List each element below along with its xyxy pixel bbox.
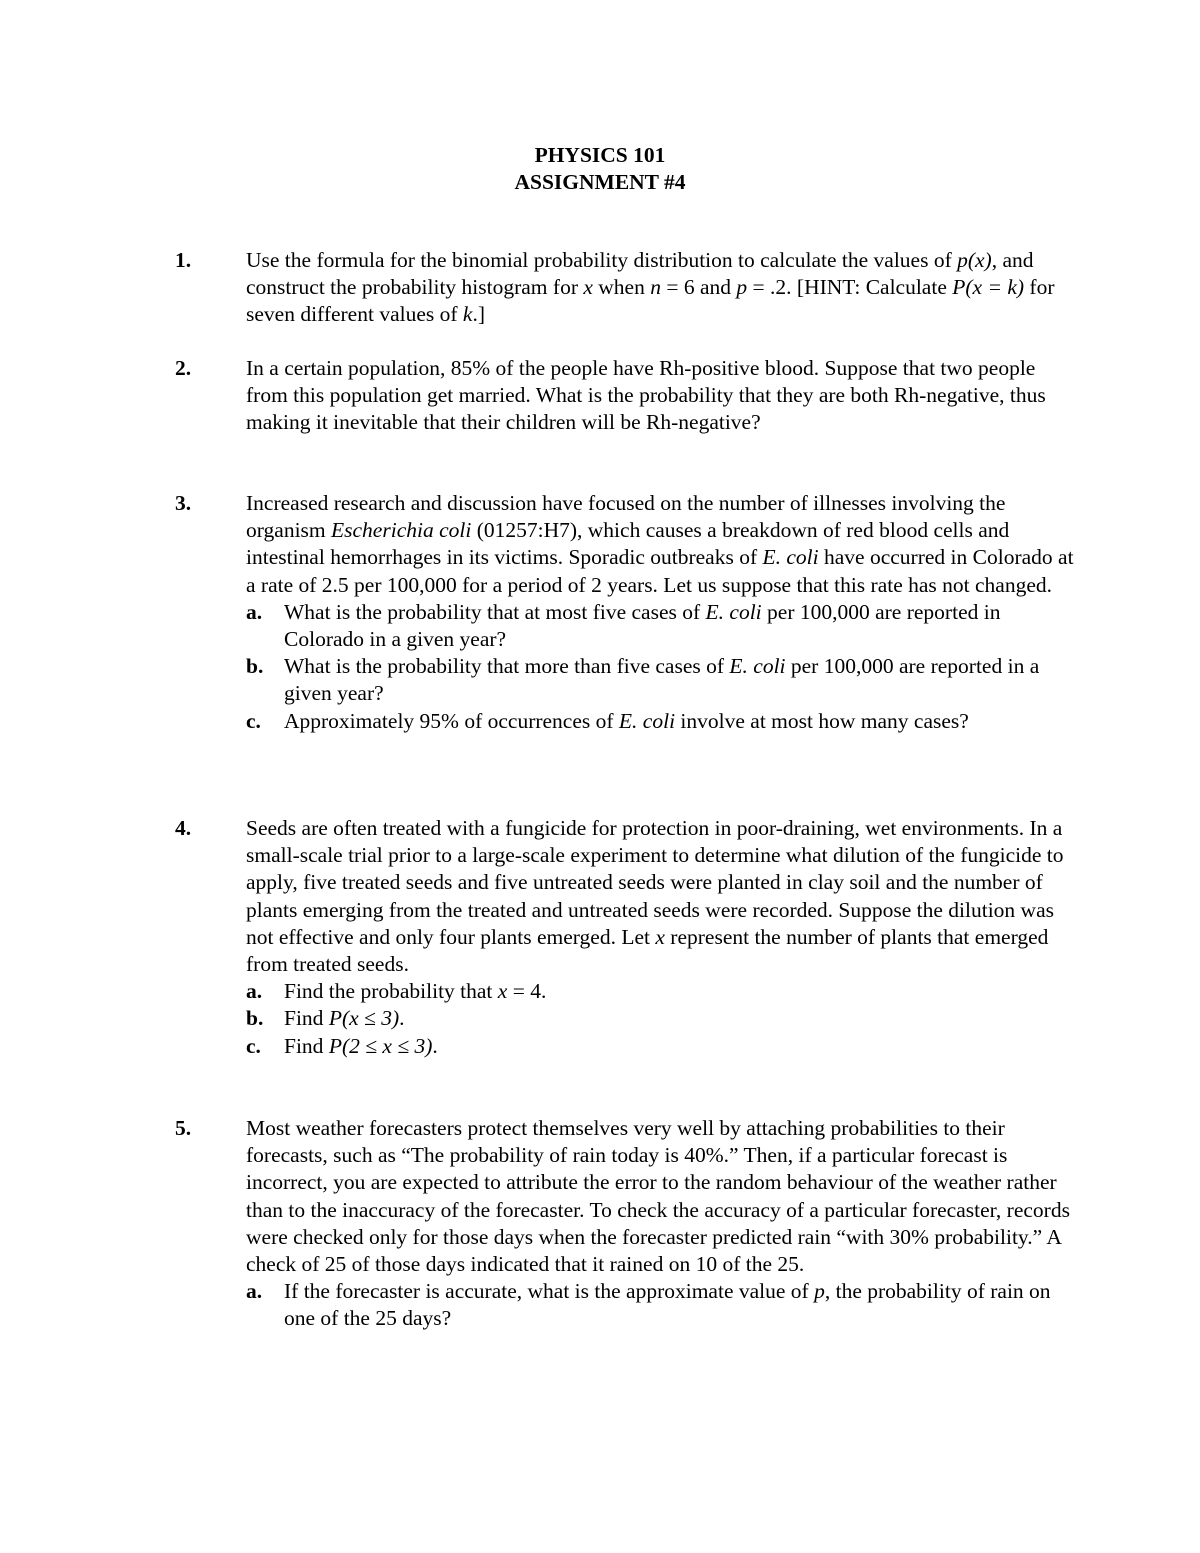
part-letter: b. <box>246 1006 264 1031</box>
question-1 <box>175 247 1075 329</box>
part-letter: b. <box>246 654 264 679</box>
question-3 <box>175 490 1075 735</box>
part-letter: c. <box>246 708 261 733</box>
course-title: PHYSICS 101 <box>534 143 666 167</box>
question-text: In a certain population, 85% of the people have Rh-positive blood. Suppose that two people from this population get married. What is the probability that they are both Rh-negative, thus making it inevitable that their children will be Rh-negative? <box>246 356 1046 435</box>
question-part-a: a. Find the probability that x = 4. <box>246 978 1075 1005</box>
question-2 <box>175 355 1075 437</box>
question-part-a: a. What is the probability that at most five cases of E. coli per 100,000 are reported in Colorado in a given year? <box>246 599 1001 652</box>
question-part-b: b. Find P(x ≤ 3). <box>246 1005 1075 1032</box>
part-letter: c. <box>246 1033 261 1058</box>
question-part-a: a. If the forecaster is accurate, what is the approximate value of p, the probability of rain on one of the 25 days? <box>246 1279 1051 1331</box>
question-4 <box>175 815 1075 1060</box>
part-letter: a. <box>246 979 263 1004</box>
question-text: Increased research and discussion have focused on the number of illnesses involving the organism Escherichia coli (01257:H7), which causes a breakdown of red blood cells and intestinal hemorrhages in its victims. Sporadic outbreaks of E. coli have occurred in Colorado at a rate of 2.5 per 100,000 for a period of 2 years. Let us suppose that this rate has not changed. <box>246 491 1074 597</box>
question-number: 3. <box>175 491 192 515</box>
question-number: 1. <box>175 248 192 272</box>
question-5 <box>175 1115 1075 1333</box>
question-number: 2. <box>175 356 192 380</box>
part-letter: a. <box>246 1279 263 1304</box>
part-letter: a. <box>246 599 263 624</box>
assignment-title: ASSIGNMENT #4 <box>514 170 686 194</box>
question-number: 4. <box>175 816 192 840</box>
question-text: Use the formula for the binomial probability distribution to calculate the values of p(x), and construct the probability histogram for x when n = 6 and p = .2. [HINT: Calculate P(x = k) for seven different values of k.] <box>246 248 1055 327</box>
question-part-b: b. What is the probability that more than five cases of E. coli per 100,000 are reported in a given year? <box>246 654 1040 706</box>
document-title <box>0 142 1200 196</box>
question-part-c: c. Approximately 95% of occurrences of E. coli involve at most how many cases? <box>246 708 1075 735</box>
question-part-c: c. Find P(2 ≤ x ≤ 3). <box>246 1033 1075 1060</box>
question-number: 5. <box>175 1116 192 1140</box>
question-text: Seeds are often treated with a fungicide for protection in poor-draining, wet environments. In a small-scale trial prior to a large-scale experiment to determine what dilution of the fungicide to apply, five treated seeds and five untreated seeds were planted in clay soil and the number of plants emerging from the treated and untreated seeds were recorded. Suppose the dilution was not effective and only four plants emerged. Let x represent the number of plants that emerged from treated seeds. <box>246 816 1064 977</box>
question-text: Most weather forecasters protect themselves very well by attaching probabilities to their forecasts, such as “The probability of rain today is 40%.” Then, if a particular forecast is incorrect, you are expected to attribute the error to the random behaviour of the weather rather than to the inaccuracy of the forecaster. To check the accuracy of a particular forecaster, records were checked only for those days when the forecaster predicted rain “with 30% probability.” A check of 25 of those days indicated that it rained on 10 of the 25. <box>246 1116 1070 1277</box>
